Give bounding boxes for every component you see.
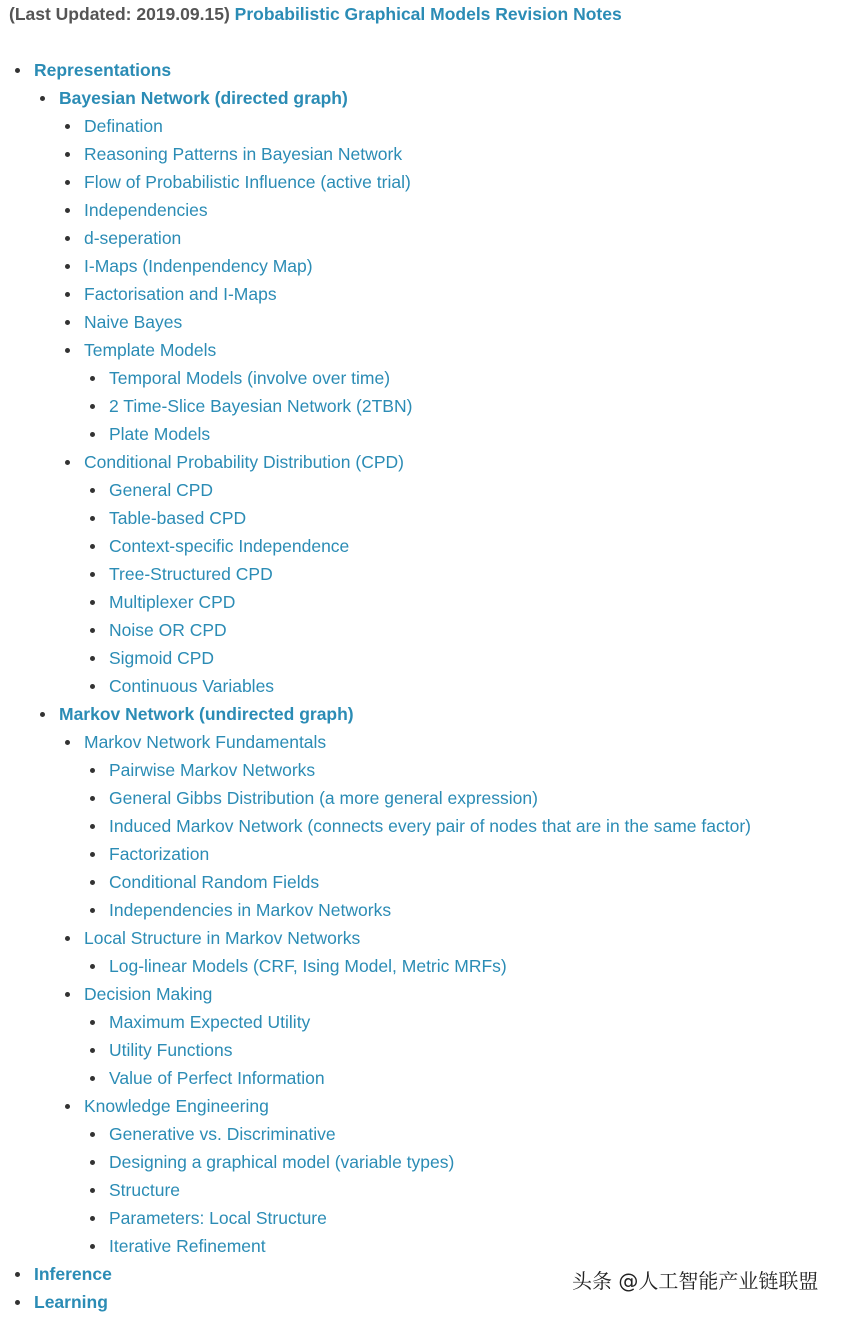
toc-link[interactable]: Naive Bayes — [84, 312, 183, 332]
list-item — [84, 785, 726, 813]
list-item — [84, 505, 726, 533]
toc-link[interactable]: Iterative Refinement — [109, 1236, 266, 1256]
toc-link-local-structure[interactable]: Local Structure in Markov Networks — [84, 928, 361, 948]
toc-link-bayesian-network[interactable]: Bayesian Network (directed graph) — [59, 88, 348, 108]
bullet-icon — [40, 96, 45, 101]
toc-markov-fundamentals — [59, 729, 751, 925]
list-item — [59, 113, 726, 141]
toc-link-markov-network[interactable]: Markov Network (undirected graph) — [59, 704, 354, 724]
toc-representations — [9, 57, 751, 1261]
bullet-icon — [65, 936, 70, 941]
list-item — [84, 533, 726, 561]
toc-cpd — [59, 449, 726, 701]
toc-link[interactable]: Tree-Structured CPD — [109, 564, 273, 584]
toc-link[interactable]: Reasoning Patterns in Bayesian Network — [84, 144, 403, 164]
list-item — [84, 897, 726, 925]
bullet-icon — [15, 1300, 20, 1305]
toc-link[interactable]: Utility Functions — [109, 1040, 233, 1060]
list-item — [59, 253, 726, 281]
toc-decision-making — [59, 981, 726, 1093]
list-item — [59, 225, 726, 253]
bullet-icon — [90, 1048, 95, 1053]
list-item — [84, 1233, 726, 1261]
toc-link[interactable]: Plate Models — [109, 424, 211, 444]
bullet-icon — [65, 292, 70, 297]
table-of-contents — [9, 57, 751, 1317]
list-item — [84, 645, 726, 673]
bullet-icon — [90, 600, 95, 605]
list-item — [84, 673, 726, 701]
toc-link[interactable]: Table-based CPD — [109, 508, 247, 528]
bullet-icon — [90, 1188, 95, 1193]
list-item — [84, 869, 726, 897]
bullet-icon — [90, 824, 95, 829]
toc-link-decision-making[interactable]: Decision Making — [84, 984, 213, 1004]
toc-link-inference[interactable]: Inference — [34, 1264, 112, 1284]
toc-link[interactable]: Flow of Probabilistic Influence (active trial) — [84, 172, 411, 192]
list-item — [84, 1037, 726, 1065]
bullet-icon — [90, 768, 95, 773]
bullet-icon — [40, 712, 45, 717]
bullet-icon — [15, 1272, 20, 1277]
list-item — [84, 1065, 726, 1093]
bullet-icon — [65, 208, 70, 213]
toc-link[interactable]: Defination — [84, 116, 163, 136]
bullet-icon — [90, 432, 95, 437]
list-item — [84, 1009, 726, 1037]
bullet-icon — [90, 1216, 95, 1221]
toc-link[interactable]: Sigmoid CPD — [109, 648, 215, 668]
toc-link-representations[interactable]: Representations — [34, 60, 172, 80]
toc-link[interactable]: d-seperation — [84, 228, 182, 248]
list-item — [84, 365, 726, 393]
toc-link[interactable]: Value of Perfect Information — [109, 1068, 325, 1088]
toc-knowledge-engineering — [59, 1093, 726, 1261]
list-item — [84, 813, 751, 841]
bullet-icon — [65, 348, 70, 353]
list-item — [84, 1149, 726, 1177]
toc-link[interactable]: 2 Time-Slice Bayesian Network (2TBN) — [109, 396, 413, 416]
toc-link-learning[interactable]: Learning — [34, 1292, 108, 1312]
bullet-icon — [90, 964, 95, 969]
notes-title-link[interactable]: Probabilistic Graphical Models Revision Notes — [234, 4, 622, 24]
bullet-icon — [90, 572, 95, 577]
toc-link-cpd[interactable]: Conditional Probability Distribution (CPD) — [84, 452, 404, 472]
bullet-icon — [90, 684, 95, 689]
bullet-icon — [90, 628, 95, 633]
list-item — [84, 617, 726, 645]
list-item — [59, 281, 726, 309]
toc-link[interactable]: Generative vs. Discriminative — [109, 1124, 336, 1144]
bullet-icon — [90, 656, 95, 661]
list-item — [84, 953, 726, 981]
bullet-icon — [90, 880, 95, 885]
bullet-icon — [90, 488, 95, 493]
bullet-icon — [65, 320, 70, 325]
toc-markov-network — [34, 701, 751, 1261]
list-item — [59, 197, 726, 225]
bullet-icon — [65, 264, 70, 269]
toc-link-markov-fundamentals[interactable]: Markov Network Fundamentals — [84, 732, 327, 752]
list-item — [84, 1121, 726, 1149]
bullet-icon — [65, 1104, 70, 1109]
list-item — [59, 141, 726, 169]
toc-link[interactable]: Factorisation and I-Maps — [84, 284, 277, 304]
toc-link[interactable]: Noise OR CPD — [109, 620, 227, 640]
toc-link[interactable]: Factorization — [109, 844, 210, 864]
list-item — [84, 589, 726, 617]
bullet-icon — [65, 124, 70, 129]
bullet-icon — [90, 908, 95, 913]
bullet-icon — [90, 1244, 95, 1249]
bullet-icon — [90, 404, 95, 409]
toc-link[interactable]: Independencies — [84, 200, 208, 220]
bullet-icon — [90, 544, 95, 549]
toc-link[interactable]: Temporal Models (involve over time) — [109, 368, 391, 388]
toc-link[interactable]: Context-specific Independence — [109, 536, 350, 556]
bullet-icon — [90, 1020, 95, 1025]
page-header — [9, 3, 622, 25]
bullet-icon — [65, 152, 70, 157]
toc-link-knowledge-engineering[interactable]: Knowledge Engineering — [84, 1096, 269, 1116]
bullet-icon — [15, 68, 20, 73]
toc-link[interactable]: Designing a graphical model (variable types) — [109, 1152, 455, 1172]
list-item — [59, 169, 726, 197]
bullet-icon — [65, 992, 70, 997]
bullet-icon — [65, 740, 70, 745]
bullet-icon — [90, 852, 95, 857]
toc-local-structure — [59, 925, 726, 981]
toc-link[interactable]: Maximum Expected Utility — [109, 1012, 311, 1032]
toc-link[interactable]: Continuous Variables — [109, 676, 275, 696]
list-item — [84, 757, 726, 785]
last-updated-label: (Last Updated: 2019.09.15) — [9, 4, 230, 24]
bullet-icon — [90, 376, 95, 381]
toc-link[interactable]: Independencies in Markov Networks — [109, 900, 392, 920]
list-item — [84, 1205, 726, 1233]
toc-link[interactable]: I-Maps (Indenpendency Map) — [84, 256, 313, 276]
bullet-icon — [90, 1132, 95, 1137]
bullet-icon — [90, 1076, 95, 1081]
bullet-icon — [65, 180, 70, 185]
bullet-icon — [90, 516, 95, 521]
bullet-icon — [90, 1160, 95, 1165]
toc-link[interactable]: Multiplexer CPD — [109, 592, 236, 612]
toc-link[interactable]: General CPD — [109, 480, 214, 500]
toc-link[interactable]: General Gibbs Distribution (a more general expression) — [109, 788, 538, 808]
toc-link[interactable]: Induced Markov Network (connects every pair of nodes that are in the same factor) — [109, 816, 751, 836]
toc-link[interactable]: Parameters: Local Structure — [109, 1208, 327, 1228]
list-item — [84, 1177, 726, 1205]
list-item — [84, 393, 726, 421]
list-item — [84, 561, 726, 589]
list-item — [84, 421, 726, 449]
watermark: 头条 @人工智能产业链联盟 — [572, 1269, 819, 1293]
toc-template-models — [59, 337, 726, 449]
list-item — [84, 841, 726, 869]
toc-link[interactable]: Pairwise Markov Networks — [109, 760, 316, 780]
toc-link[interactable]: Structure — [109, 1180, 180, 1200]
toc-bayesian-network — [34, 85, 726, 701]
toc-link[interactable]: Log-linear Models (CRF, Ising Model, Metric MRFs) — [109, 956, 507, 976]
bullet-icon — [65, 236, 70, 241]
list-item — [59, 309, 726, 337]
bullet-icon — [65, 460, 70, 465]
toc-link-template-models[interactable]: Template Models — [84, 340, 217, 360]
toc-link[interactable]: Conditional Random Fields — [109, 872, 320, 892]
bullet-icon — [90, 796, 95, 801]
list-item — [84, 477, 726, 505]
